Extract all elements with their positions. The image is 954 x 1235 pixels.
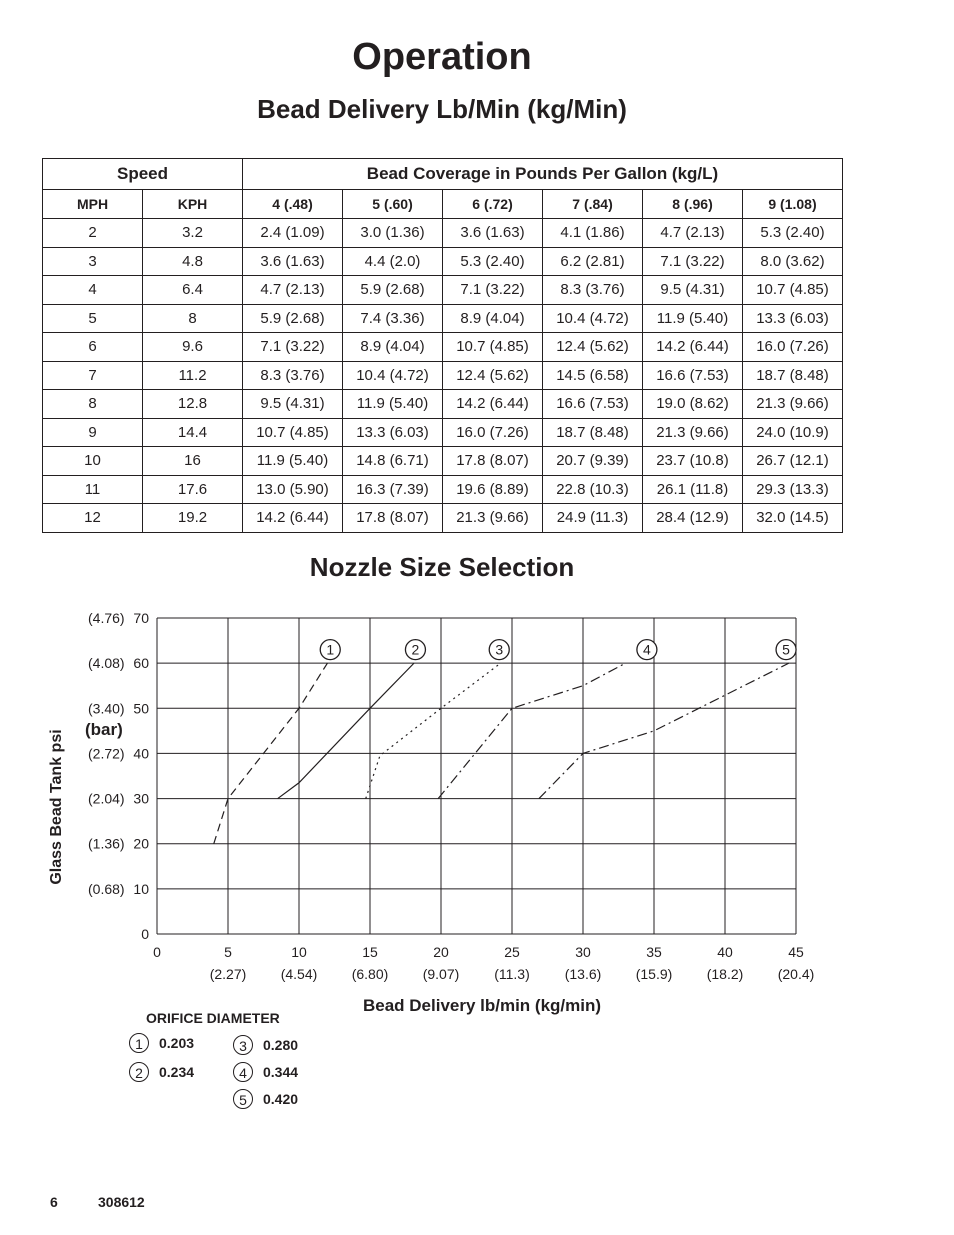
- legend-value: 0.203: [159, 1035, 195, 1051]
- legend-marker: 5: [233, 1089, 253, 1109]
- y-tick-label: 40: [133, 745, 149, 762]
- series-label: 3: [495, 641, 504, 658]
- table-cell: 10: [43, 447, 143, 476]
- table-cell: 5.9 (2.68): [343, 276, 443, 305]
- table-cell: 16.0 (7.26): [443, 418, 543, 447]
- table-cell: 8.0 (3.62): [743, 247, 843, 276]
- table-cell: 16.6 (7.53): [543, 390, 643, 419]
- y-tick-label: 0: [141, 926, 149, 942]
- y-tick-label: 60: [133, 655, 149, 672]
- x-tick-sublabel: (15.9): [635, 966, 673, 982]
- y-axis-secondary-title: (bar): [85, 720, 123, 739]
- table-cell: 21.3 (9.66): [643, 418, 743, 447]
- table-cell: 17.8 (8.07): [443, 447, 543, 476]
- series-label: 1: [326, 641, 335, 658]
- table-cell: 4.7 (2.13): [643, 219, 743, 248]
- legend-value: 0.344: [263, 1064, 299, 1080]
- table-cell: 10.7 (4.85): [443, 333, 543, 362]
- legend-value: 0.234: [159, 1064, 195, 1080]
- coverage-header: Bead Coverage in Pounds Per Gallon (kg/L): [243, 159, 843, 190]
- table-cell: 16.6 (7.53): [643, 361, 743, 390]
- table-cell: 3: [43, 247, 143, 276]
- series-label: 5: [782, 641, 790, 658]
- table-cell: 10.4 (4.72): [543, 304, 643, 333]
- table-cell: 12: [43, 504, 143, 533]
- legend-marker: 4: [233, 1062, 253, 1082]
- table-cell: 9.5 (4.31): [243, 390, 343, 419]
- series-line-3: [366, 663, 501, 798]
- table-cell: 11.9 (5.40): [243, 447, 343, 476]
- legend-marker: 3: [233, 1035, 253, 1055]
- x-tick-label: 25: [504, 944, 520, 960]
- column-header: KPH: [143, 190, 243, 219]
- x-tick-label: 0: [153, 944, 161, 960]
- page-title: Operation: [352, 36, 532, 78]
- table-cell: 29.3 (13.3): [743, 475, 843, 504]
- x-tick-label: 10: [291, 944, 307, 960]
- table-cell: 10.7 (4.85): [743, 276, 843, 305]
- x-tick-label: 5: [224, 944, 232, 960]
- y-tick-sublabel: (2.04): [88, 790, 125, 807]
- table-cell: 11.9 (5.40): [643, 304, 743, 333]
- table-cell: 6.4: [143, 276, 243, 305]
- table-cell: 3.0 (1.36): [343, 219, 443, 248]
- table-cell: 7.1 (3.22): [443, 276, 543, 305]
- table-cell: 16.3 (7.39): [343, 475, 443, 504]
- table-cell: 11.2: [143, 361, 243, 390]
- table-cell: 22.8 (10.3): [543, 475, 643, 504]
- column-header: 4 (.48): [243, 190, 343, 219]
- table-cell: 8: [143, 304, 243, 333]
- table-cell: 9.5 (4.31): [643, 276, 743, 305]
- table-cell: 4: [43, 276, 143, 305]
- column-header: 8 (.96): [643, 190, 743, 219]
- column-header: 5 (.60): [343, 190, 443, 219]
- table-cell: 8: [43, 390, 143, 419]
- x-tick-sublabel: (18.2): [706, 966, 744, 982]
- table-cell: 8.9 (4.04): [443, 304, 543, 333]
- table-heading: Bead Delivery Lb/Min (kg/Min): [257, 94, 627, 124]
- x-tick-sublabel: (4.54): [280, 966, 318, 982]
- y-tick-label: 30: [133, 790, 149, 807]
- y-tick-sublabel: (3.40): [88, 700, 125, 717]
- series-label: 2: [411, 641, 420, 658]
- table-cell: 12.4 (5.62): [543, 333, 643, 362]
- x-tick-sublabel: (9.07): [422, 966, 460, 982]
- series-label: 4: [643, 641, 651, 658]
- table-cell: 17.6: [143, 475, 243, 504]
- table-cell: 8.3 (3.76): [243, 361, 343, 390]
- column-header: MPH: [43, 190, 143, 219]
- table-cell: 14.2 (6.44): [643, 333, 743, 362]
- y-tick-sublabel: (4.08): [88, 655, 125, 672]
- y-axis-title: Glass Bead Tank psi: [48, 729, 65, 885]
- table-cell: 7: [43, 361, 143, 390]
- table-cell: 21.3 (9.66): [443, 504, 543, 533]
- table-cell: 7.1 (3.22): [243, 333, 343, 362]
- table-cell: 5: [43, 304, 143, 333]
- legend-value: 0.280: [263, 1037, 299, 1053]
- table-cell: 4.1 (1.86): [543, 219, 643, 248]
- table-cell: 26.1 (11.8): [643, 475, 743, 504]
- series-line-5: [539, 663, 789, 798]
- x-tick-sublabel: (6.80): [351, 966, 389, 982]
- table-cell: 32.0 (14.5): [743, 504, 843, 533]
- table-cell: 10.4 (4.72): [343, 361, 443, 390]
- table-cell: 17.8 (8.07): [343, 504, 443, 533]
- table-cell: 9.6: [143, 333, 243, 362]
- footer-doc-number: 308612: [98, 1194, 145, 1210]
- table-cell: 18.7 (8.48): [743, 361, 843, 390]
- table-cell: 13.3 (6.03): [343, 418, 443, 447]
- table-cell: 2.4 (1.09): [243, 219, 343, 248]
- table-cell: 6.2 (2.81): [543, 247, 643, 276]
- legend-value: 0.420: [263, 1091, 299, 1107]
- table-cell: 21.3 (9.66): [743, 390, 843, 419]
- y-tick-sublabel: (0.68): [88, 880, 125, 897]
- chart-title: Nozzle Size Selection: [309, 552, 575, 582]
- table-cell: 19.6 (8.89): [443, 475, 543, 504]
- table-cell: 8.3 (3.76): [543, 276, 643, 305]
- x-tick-label: 15: [362, 944, 378, 960]
- table-cell: 24.0 (10.9): [743, 418, 843, 447]
- y-tick-label: 50: [133, 700, 149, 717]
- table-cell: 10.7 (4.85): [243, 418, 343, 447]
- table-cell: 4.8: [143, 247, 243, 276]
- table-cell: 14.2 (6.44): [443, 390, 543, 419]
- column-header: 9 (1.08): [743, 190, 843, 219]
- table-cell: 3.6 (1.63): [443, 219, 543, 248]
- table-cell: 3.2: [143, 219, 243, 248]
- x-axis-title: Bead Delivery lb/min (kg/min): [362, 996, 602, 1015]
- x-tick-sublabel: (11.3): [494, 966, 530, 982]
- speed-header: Speed: [43, 159, 243, 190]
- table-cell: 6: [43, 333, 143, 362]
- table-cell: 28.4 (12.9): [643, 504, 743, 533]
- table-cell: 20.7 (9.39): [543, 447, 643, 476]
- y-tick-sublabel: (1.36): [88, 835, 125, 852]
- legend-marker: 2: [129, 1062, 149, 1082]
- table-cell: 14.2 (6.44): [243, 504, 343, 533]
- y-tick-label: 10: [133, 880, 149, 897]
- table-cell: 4.4 (2.0): [343, 247, 443, 276]
- column-header: 7 (.84): [543, 190, 643, 219]
- table-cell: 14.8 (6.71): [343, 447, 443, 476]
- table-cell: 19.2: [143, 504, 243, 533]
- table-cell: 2: [43, 219, 143, 248]
- legend-title: ORIFICE DIAMETER: [146, 1010, 280, 1026]
- table-cell: 8.9 (4.04): [343, 333, 443, 362]
- column-header: 6 (.72): [443, 190, 543, 219]
- series-line-4: [438, 663, 625, 798]
- x-tick-sublabel: (2.27): [209, 966, 247, 982]
- table-cell: 13.0 (5.90): [243, 475, 343, 504]
- table-cell: 5.3 (2.40): [743, 219, 843, 248]
- series-line-2: [278, 663, 414, 798]
- table-cell: 18.7 (8.48): [543, 418, 643, 447]
- x-tick-label: 20: [433, 944, 449, 960]
- y-tick-sublabel: (4.76): [88, 610, 125, 626]
- table-cell: 3.6 (1.63): [243, 247, 343, 276]
- x-tick-sublabel: (13.6): [564, 966, 602, 982]
- table-cell: 11.9 (5.40): [343, 390, 443, 419]
- table-cell: 11: [43, 475, 143, 504]
- footer-page-number: 6: [50, 1194, 58, 1210]
- x-tick-label: 40: [717, 944, 733, 960]
- table-cell: 14.4: [143, 418, 243, 447]
- table-cell: 9: [43, 418, 143, 447]
- table-cell: 5.9 (2.68): [243, 304, 343, 333]
- x-tick-sublabel: (20.4): [777, 966, 815, 982]
- table-cell: 12.4 (5.62): [443, 361, 543, 390]
- x-tick-label: 35: [646, 944, 662, 960]
- y-tick-label: 20: [133, 835, 149, 852]
- table-cell: 24.9 (11.3): [543, 504, 643, 533]
- table-cell: 23.7 (10.8): [643, 447, 743, 476]
- y-tick-label: 70: [133, 610, 149, 626]
- x-tick-label: 30: [575, 944, 591, 960]
- table-cell: 12.8: [143, 390, 243, 419]
- table-cell: 7.1 (3.22): [643, 247, 743, 276]
- table-cell: 16.0 (7.26): [743, 333, 843, 362]
- table-cell: 13.3 (6.03): [743, 304, 843, 333]
- table-cell: 26.7 (12.1): [743, 447, 843, 476]
- table-cell: 4.7 (2.13): [243, 276, 343, 305]
- table-cell: 5.3 (2.40): [443, 247, 543, 276]
- table-cell: 19.0 (8.62): [643, 390, 743, 419]
- table-cell: 7.4 (3.36): [343, 304, 443, 333]
- y-tick-sublabel: (2.72): [88, 745, 125, 762]
- table-cell: 16: [143, 447, 243, 476]
- table-cell: 14.5 (6.58): [543, 361, 643, 390]
- x-tick-label: 45: [788, 944, 804, 960]
- legend-marker: 1: [129, 1033, 149, 1053]
